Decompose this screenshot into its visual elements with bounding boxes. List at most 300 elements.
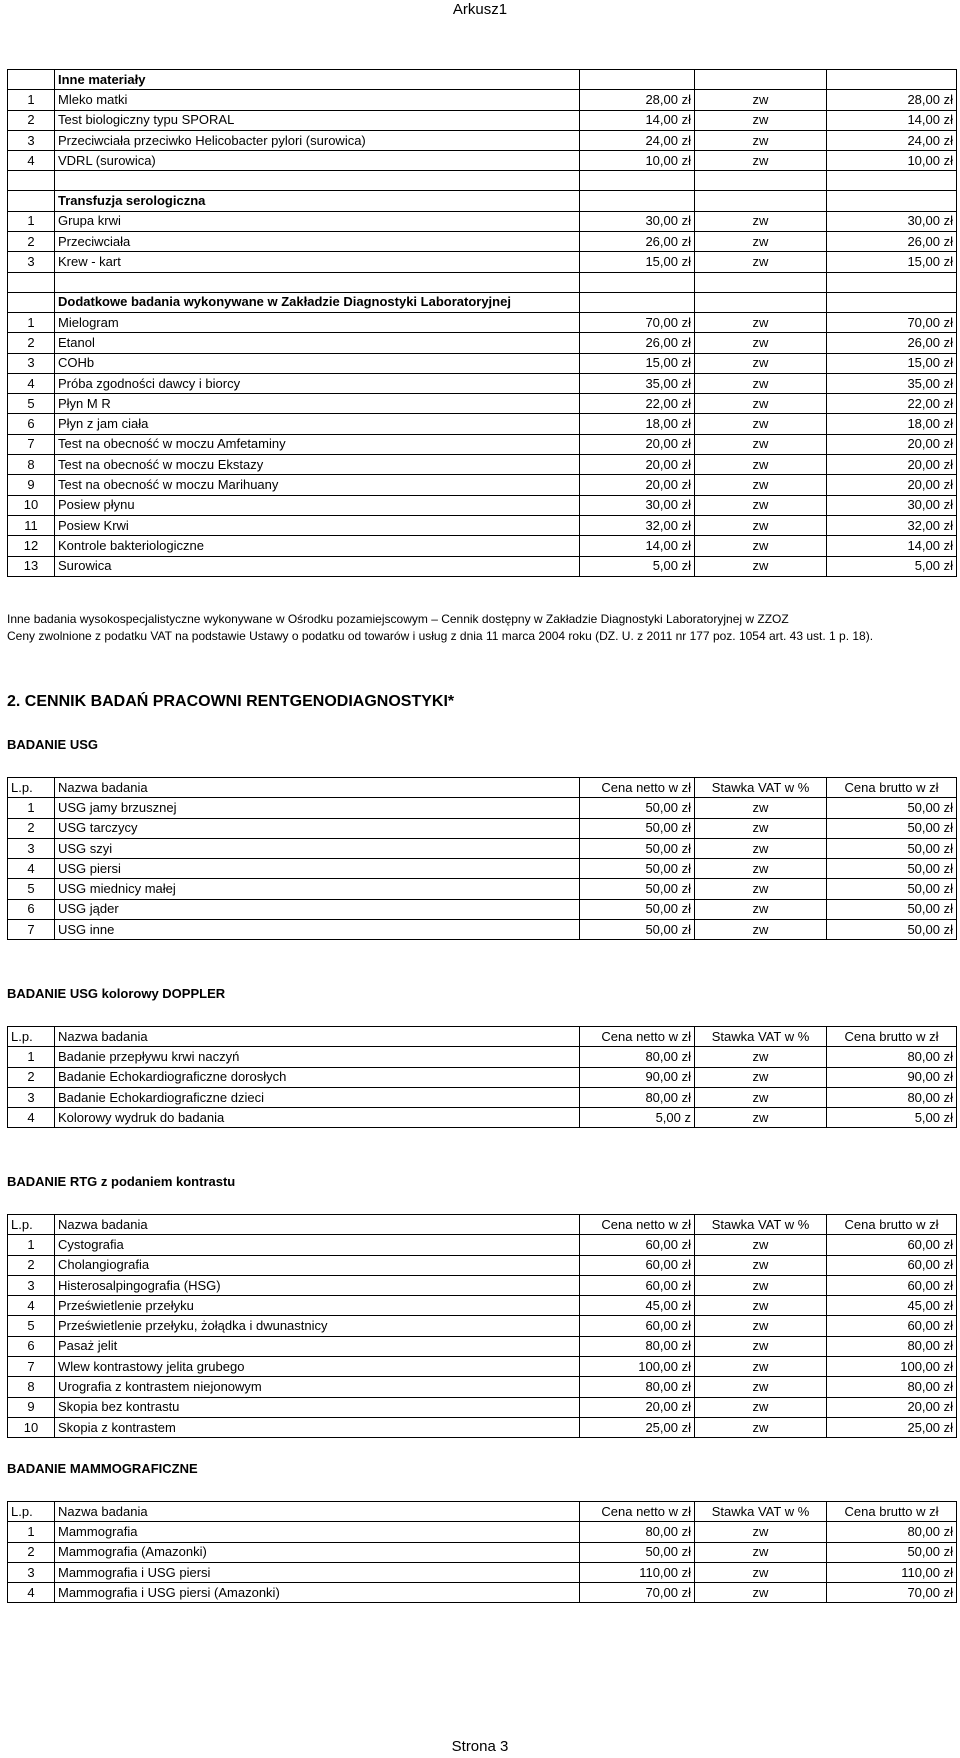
table-row [8,232,957,252]
vat-rate: zw [695,1235,827,1255]
table-row [8,1522,957,1542]
table-row [8,455,957,475]
section-title-usg: BADANIE USG [7,737,99,752]
net-price: 60,00 zł [580,1235,695,1255]
row-number: 4 [8,859,55,879]
gross-price: 14,00 zł [827,536,957,556]
table-row [8,1542,957,1562]
table-row [8,495,957,515]
test-name: USG tarczycy [55,818,580,838]
table-row [8,798,957,818]
test-name: Skopia bez kontrastu [55,1397,580,1417]
table-row [8,838,957,858]
gross-price: 80,00 zł [827,1047,957,1067]
test-name: Mammografia (Amazonki) [55,1542,580,1562]
row-number: 9 [8,1397,55,1417]
gross-price: 100,00 zł [827,1357,957,1377]
gross-price: 50,00 zł [827,920,957,940]
row-number: 3 [8,838,55,858]
vat-rate: zw [695,1397,827,1417]
section-title: Inne materiały [55,70,580,90]
row-number: 1 [8,90,55,110]
gross-price: 50,00 zł [827,879,957,899]
column-header-lp: L.p. [8,1027,55,1047]
test-name: Histerosalpingografia (HSG) [55,1275,580,1295]
net-price: 45,00 zł [580,1296,695,1316]
test-name: Mammografia [55,1522,580,1542]
net-price: 30,00 zł [580,495,695,515]
empty-cell [827,70,957,90]
net-price: 50,00 zł [580,920,695,940]
table-row [8,110,957,130]
test-name: Posiew Krwi [55,515,580,535]
vat-rate: zw [695,1087,827,1107]
vat-rate: zw [695,353,827,373]
net-price: 70,00 zł [580,312,695,332]
gross-price: 35,00 zł [827,373,957,393]
row-number: 7 [8,1357,55,1377]
lab-price-table [7,69,957,577]
gross-price: 50,00 zł [827,859,957,879]
net-price: 80,00 zł [580,1336,695,1356]
row-number: 4 [8,373,55,393]
vat-rate: zw [695,211,827,231]
test-name: Cholangiografia [55,1255,580,1275]
net-price: 20,00 zł [580,455,695,475]
doppler-price-table [7,1026,957,1128]
gross-price: 60,00 zł [827,1316,957,1336]
row-number: 2 [8,333,55,353]
table-row [8,353,957,373]
vat-rate: zw [695,1275,827,1295]
gross-price: 50,00 zł [827,838,957,858]
table-row [8,211,957,231]
gross-price: 18,00 zł [827,414,957,434]
gross-price: 25,00 zł [827,1417,957,1437]
column-header-row [8,778,957,798]
table-row [8,1067,957,1087]
table-row [8,556,957,576]
row-number: 1 [8,312,55,332]
test-name: Test na obecność w moczu Ekstazy [55,455,580,475]
gross-price: 70,00 zł [827,312,957,332]
vat-rate: zw [695,1542,827,1562]
gross-price: 50,00 zł [827,1542,957,1562]
column-header-vat: Stawka VAT w % [695,1027,827,1047]
test-name: Kolorowy wydruk do badania [55,1108,580,1128]
table-row [8,515,957,535]
column-header-lp: L.p. [8,1502,55,1522]
vat-rate: zw [695,1377,827,1397]
mammo-price-table [7,1501,957,1603]
table-row [8,1357,957,1377]
vat-rate: zw [695,1316,827,1336]
gross-price: 32,00 zł [827,515,957,535]
gross-price: 50,00 zł [827,798,957,818]
test-name: Prześwietlenie przełyku, żołądka i dwunastnicy [55,1316,580,1336]
vat-rate: zw [695,110,827,130]
test-name: Mleko matki [55,90,580,110]
gross-price: 28,00 zł [827,90,957,110]
column-header-gross: Cena brutto w zł [827,1027,957,1047]
table-row [8,920,957,940]
net-price: 50,00 zł [580,1542,695,1562]
row-number: 5 [8,1316,55,1336]
table-row [8,130,957,150]
vat-rate: zw [695,394,827,414]
vat-rate: zw [695,920,827,940]
vat-rate: zw [695,1562,827,1582]
gross-price: 20,00 zł [827,434,957,454]
empty-cell [55,272,580,292]
vat-rate: zw [695,536,827,556]
gross-price: 110,00 zł [827,1562,957,1582]
net-price: 22,00 zł [580,394,695,414]
test-name: Próba zgodności dawcy i biorcy [55,373,580,393]
row-number: 1 [8,1522,55,1542]
table-row [8,1417,957,1437]
gross-price: 80,00 zł [827,1087,957,1107]
net-price: 25,00 zł [580,1417,695,1437]
table-row [8,475,957,495]
vat-rate: zw [695,1108,827,1128]
net-price: 80,00 zł [580,1047,695,1067]
table-row [8,90,957,110]
test-name: Przeciwciała [55,232,580,252]
empty-cell [580,70,695,90]
vat-rate: zw [695,455,827,475]
net-price: 32,00 zł [580,515,695,535]
table-row [8,414,957,434]
row-number: 5 [8,394,55,414]
table-row [8,818,957,838]
row-number: 3 [8,353,55,373]
row-number: 2 [8,232,55,252]
spacer-row [8,272,957,292]
net-price: 15,00 zł [580,252,695,272]
vat-rate: zw [695,232,827,252]
row-number: 7 [8,434,55,454]
test-name: Mammografia i USG piersi (Amazonki) [55,1583,580,1603]
row-number: 10 [8,495,55,515]
test-name: Urografia z kontrastem niejonowym [55,1377,580,1397]
empty-cell [8,191,55,211]
empty-cell [827,272,957,292]
test-name: USG jąder [55,899,580,919]
row-number: 3 [8,252,55,272]
row-number: 3 [8,130,55,150]
net-price: 14,00 zł [580,110,695,130]
vat-rate: zw [695,838,827,858]
vat-rate: zw [695,798,827,818]
test-name: Etanol [55,333,580,353]
net-price: 10,00 zł [580,151,695,171]
table-row [8,394,957,414]
row-number: 8 [8,1377,55,1397]
column-header-net: Cena netto w zł [580,1215,695,1235]
test-name: USG miednicy małej [55,879,580,899]
table-row [8,373,957,393]
test-name: Płyn M R [55,394,580,414]
test-name: Posiew płynu [55,495,580,515]
rtg-price-table [7,1214,957,1438]
test-name: Mammografia i USG piersi [55,1562,580,1582]
vat-rate: zw [695,1357,827,1377]
test-name: USG inne [55,920,580,940]
column-header-net: Cena netto w zł [580,1502,695,1522]
empty-cell [695,272,827,292]
note-vat-exemption: Ceny zwolnione z podatku VAT na podstawie Ustawy o podatku od towarów i usług z dnia 11 marca 2004 roku (DZ. U. z 2011 nr 177 poz. 1054 art. 43 ust. 1 p. 18). [7,629,874,643]
row-number: 1 [8,1235,55,1255]
test-name: Skopia z kontrastem [55,1417,580,1437]
sheet-footer: Strona 3 [451,1738,509,1755]
test-name: Cystografia [55,1235,580,1255]
table-row [8,1275,957,1295]
vat-rate: zw [695,130,827,150]
column-header-name: Nazwa badania [55,1215,580,1235]
vat-rate: zw [695,879,827,899]
net-price: 26,00 zł [580,333,695,353]
row-number: 10 [8,1417,55,1437]
row-number: 2 [8,818,55,838]
row-number: 13 [8,556,55,576]
empty-cell [580,171,695,191]
test-name: Surowica [55,556,580,576]
row-number: 2 [8,1542,55,1562]
gross-price: 90,00 zł [827,1067,957,1087]
vat-rate: zw [695,252,827,272]
vat-rate: zw [695,818,827,838]
net-price: 60,00 zł [580,1316,695,1336]
vat-rate: zw [695,1336,827,1356]
empty-cell [827,171,957,191]
gross-price: 45,00 zł [827,1296,957,1316]
section-header-row [8,191,957,211]
usg-price-table [7,777,957,940]
table-row [8,1296,957,1316]
test-name: VDRL (surowica) [55,151,580,171]
column-header-vat: Stawka VAT w % [695,778,827,798]
row-number: 6 [8,414,55,434]
gross-price: 10,00 zł [827,151,957,171]
table-body [8,1502,957,1603]
vat-rate: zw [695,475,827,495]
vat-rate: zw [695,1583,827,1603]
table-row [8,859,957,879]
empty-cell [55,171,580,191]
row-number: 9 [8,475,55,495]
column-header-vat: Stawka VAT w % [695,1502,827,1522]
net-price: 15,00 zł [580,353,695,373]
empty-cell [8,272,55,292]
net-price: 100,00 zł [580,1357,695,1377]
empty-cell [695,191,827,211]
test-name: COHb [55,353,580,373]
column-header-lp: L.p. [8,778,55,798]
vat-rate: zw [695,373,827,393]
gross-price: 20,00 zł [827,1397,957,1417]
vat-rate: zw [695,1522,827,1542]
column-header-row [8,1027,957,1047]
table-row [8,1562,957,1582]
table-row [8,434,957,454]
table-row [8,1087,957,1107]
column-header-row [8,1215,957,1235]
table-body [8,778,957,940]
section-title-rtg: BADANIE RTG z podaniem kontrastu [7,1174,236,1189]
net-price: 50,00 zł [580,879,695,899]
test-name: Badanie Echokardiograficzne dorosłych [55,1067,580,1087]
column-header-vat: Stawka VAT w % [695,1215,827,1235]
table-row [8,899,957,919]
xray-pricelist-title: 2. CENNIK BADAŃ PRACOWNI RENTGENODIAGNOSTYKI* [7,693,455,710]
net-price: 80,00 zł [580,1522,695,1542]
test-name: Kontrole bakteriologiczne [55,536,580,556]
column-header-gross: Cena brutto w zł [827,1215,957,1235]
table-row [8,536,957,556]
table-body [8,1027,957,1128]
gross-price: 80,00 zł [827,1522,957,1542]
section-header-row [8,70,957,90]
net-price: 5,00 z [580,1108,695,1128]
net-price: 28,00 zł [580,90,695,110]
test-name: Test na obecność w moczu Amfetaminy [55,434,580,454]
vat-rate: zw [695,90,827,110]
vat-rate: zw [695,859,827,879]
net-price: 90,00 zł [580,1067,695,1087]
gross-price: 60,00 zł [827,1235,957,1255]
test-name: Pasaż jelit [55,1336,580,1356]
net-price: 60,00 zł [580,1255,695,1275]
table-row [8,1336,957,1356]
vat-rate: zw [695,333,827,353]
vat-rate: zw [695,1417,827,1437]
table-row [8,1235,957,1255]
spacer-row [8,171,957,191]
empty-cell [8,292,55,312]
row-number: 1 [8,798,55,818]
column-header-gross: Cena brutto w zł [827,1502,957,1522]
column-header-row [8,1502,957,1522]
empty-cell [695,171,827,191]
vat-rate: zw [695,899,827,919]
gross-price: 22,00 zł [827,394,957,414]
empty-cell [8,171,55,191]
gross-price: 50,00 zł [827,818,957,838]
column-header-gross: Cena brutto w zł [827,778,957,798]
test-name: Test biologiczny typu SPORAL [55,110,580,130]
column-header-net: Cena netto w zł [580,778,695,798]
net-price: 50,00 zł [580,838,695,858]
table-row [8,879,957,899]
vat-rate: zw [695,495,827,515]
vat-rate: zw [695,1255,827,1275]
row-number: 4 [8,1108,55,1128]
net-price: 5,00 zł [580,556,695,576]
empty-cell [695,70,827,90]
row-number: 1 [8,211,55,231]
row-number: 2 [8,1067,55,1087]
row-number: 4 [8,151,55,171]
column-header-lp: L.p. [8,1215,55,1235]
vat-rate: zw [695,414,827,434]
net-price: 80,00 zł [580,1087,695,1107]
empty-cell [580,191,695,211]
net-price: 30,00 zł [580,211,695,231]
column-header-name: Nazwa badania [55,1502,580,1522]
test-name: USG jamy brzusznej [55,798,580,818]
vat-rate: zw [695,151,827,171]
lab-table-body [8,70,957,577]
table-row [8,1108,957,1128]
row-number: 7 [8,920,55,940]
table-body [8,1215,957,1438]
net-price: 50,00 zł [580,899,695,919]
gross-price: 26,00 zł [827,232,957,252]
row-number: 4 [8,1583,55,1603]
note-other-tests: Inne badania wysokospecjalistyczne wykonywane w Ośrodku pozamiejscowym – Cennik dostępny w Zakładzie Diagnostyki Laboratoryjnej w ZZOZ [7,612,789,626]
gross-price: 5,00 zł [827,1108,957,1128]
test-name: Test na obecność w moczu Marihuany [55,475,580,495]
test-name: USG szyi [55,838,580,858]
row-number: 1 [8,1047,55,1067]
gross-price: 50,00 zł [827,899,957,919]
section-title-mammo: BADANIE MAMMOGRAFICZNE [7,1461,198,1476]
table-row [8,1047,957,1067]
row-number: 5 [8,879,55,899]
test-name: Krew - kart [55,252,580,272]
gross-price: 20,00 zł [827,475,957,495]
column-header-name: Nazwa badania [55,778,580,798]
row-number: 12 [8,536,55,556]
table-row [8,1377,957,1397]
test-name: Badanie Echokardiograficzne dzieci [55,1087,580,1107]
table-row [8,1583,957,1603]
net-price: 26,00 zł [580,232,695,252]
gross-price: 15,00 zł [827,353,957,373]
net-price: 20,00 zł [580,475,695,495]
vat-rate: zw [695,312,827,332]
test-name: USG piersi [55,859,580,879]
empty-cell [580,292,695,312]
table-row [8,1316,957,1336]
gross-price: 60,00 zł [827,1255,957,1275]
net-price: 35,00 zł [580,373,695,393]
table-row [8,312,957,332]
row-number: 2 [8,1255,55,1275]
net-price: 50,00 zł [580,818,695,838]
vat-rate: zw [695,1296,827,1316]
vat-rate: zw [695,515,827,535]
table-row [8,151,957,171]
gross-price: 14,00 zł [827,110,957,130]
net-price: 60,00 zł [580,1275,695,1295]
row-number: 3 [8,1087,55,1107]
row-number: 11 [8,515,55,535]
net-price: 50,00 zł [580,798,695,818]
gross-price: 20,00 zł [827,455,957,475]
column-header-net: Cena netto w zł [580,1027,695,1047]
test-name: Mielogram [55,312,580,332]
empty-cell [827,191,957,211]
empty-cell [8,70,55,90]
vat-rate: zw [695,434,827,454]
net-price: 80,00 zł [580,1377,695,1397]
vat-rate: zw [695,1047,827,1067]
net-price: 50,00 zł [580,859,695,879]
empty-cell [580,272,695,292]
net-price: 20,00 zł [580,1397,695,1417]
